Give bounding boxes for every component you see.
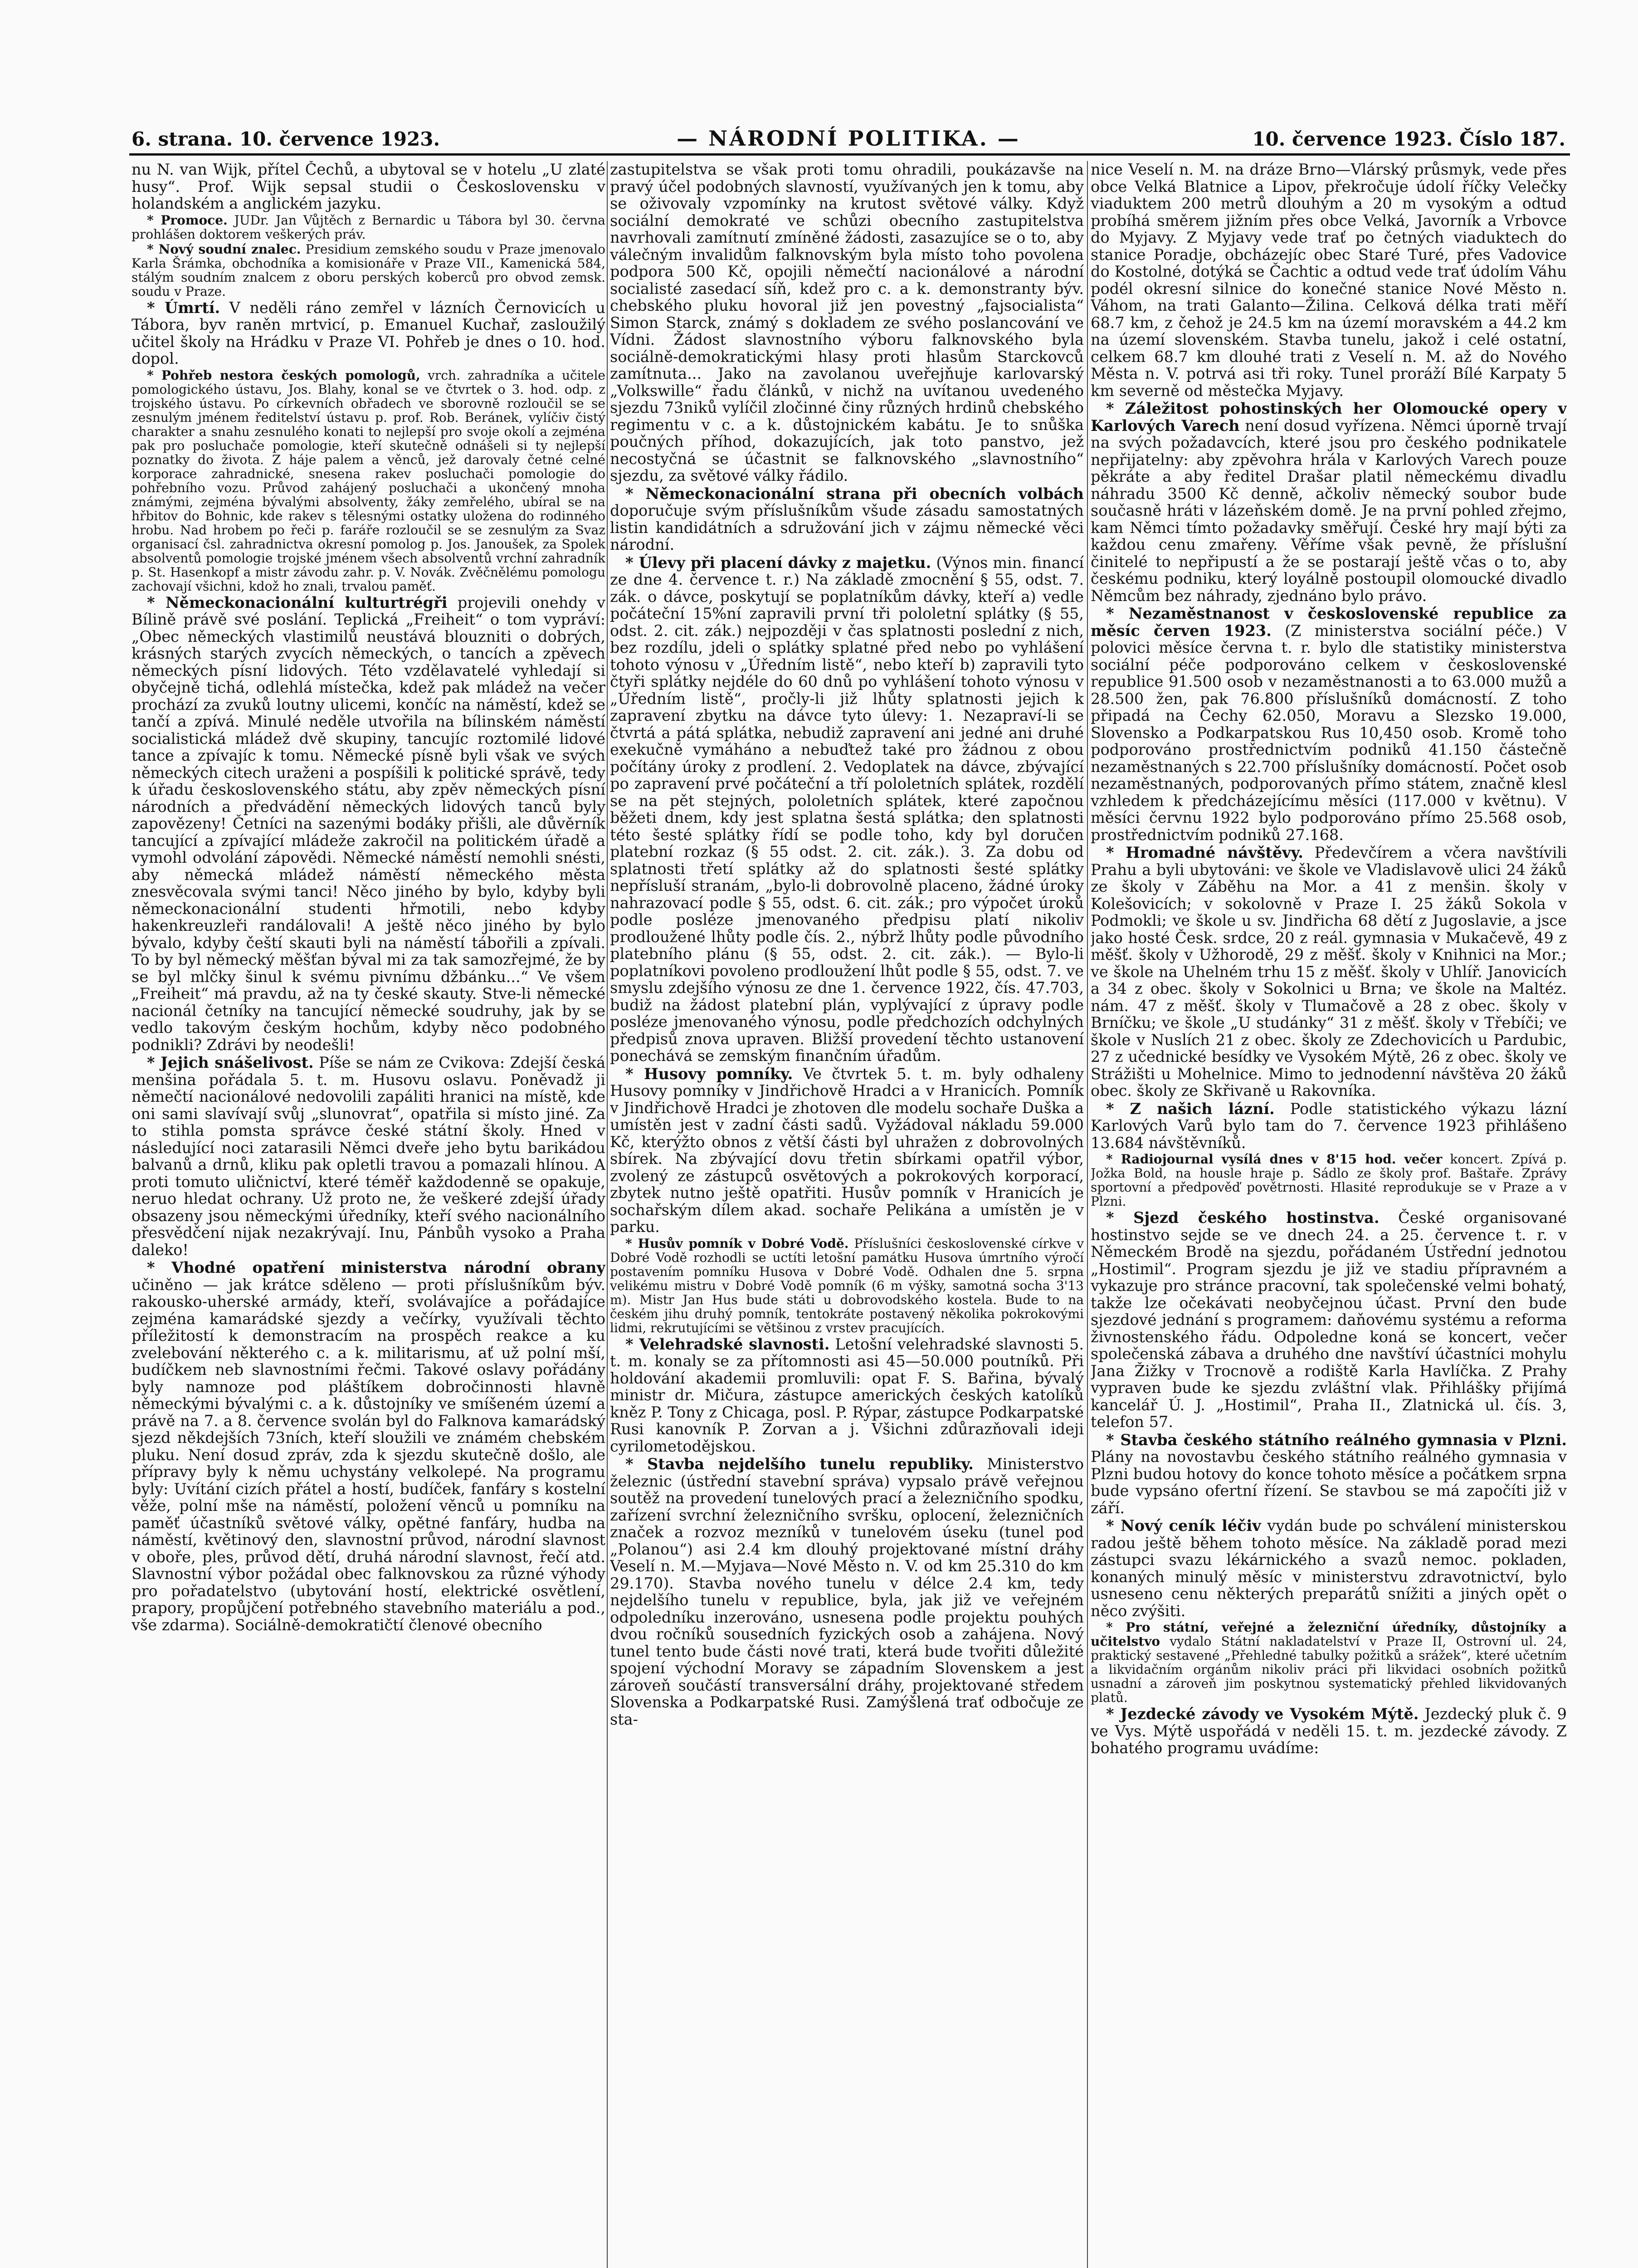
article-headline: * Pohřeb nestora českých pomologů, (147, 367, 420, 383)
article-paragraph (132, 368, 605, 593)
article-headline: * Jezdecké závody ve Vysokém Mýtě. (1106, 1705, 1419, 1723)
article-text: Jezdecký pluk č. 9 ve Vys. Mýtě uspořádá v neděli 15. t. m. jezdecké závody. Z bohatého programu uvádíme: (1091, 1705, 1567, 1757)
article-paragraph (132, 161, 605, 212)
article-headline: * Úlevy při placení dávky z majetku. (625, 553, 931, 572)
article-paragraph (610, 1066, 1084, 1236)
article-headline: * Stavba nejdelšího tunelu republiky. (625, 1455, 974, 1473)
article-paragraph (132, 594, 605, 1054)
header-rule (129, 153, 1570, 156)
article-paragraph (610, 1456, 1084, 1728)
article-paragraph (132, 213, 605, 241)
article-paragraph (610, 485, 1084, 553)
header-page-date: 6. strana. 10. července 1923. (132, 128, 440, 150)
article-paragraph (610, 1336, 1084, 1455)
column-1 (132, 161, 605, 2268)
article-headline: * Z našich lázní. (1106, 1100, 1275, 1118)
article-paragraph (1091, 1100, 1567, 1152)
article-paragraph (610, 554, 1084, 1065)
article-headline: * Nový ceník léčiv (1106, 1517, 1261, 1535)
article-headline: * Husovy pomníky. (625, 1065, 793, 1083)
article-paragraph (610, 1237, 1084, 1335)
article-headline: * Stavba českého státního reálného gymnasia v Plzni. (1106, 1431, 1567, 1449)
article-text: Příslušníci československé církve v Dobré Vodě rozhodli se uctíti letošní památku Husova úmrtního výročí postavením pomníku Husova v Dobré Vodě. Odhalen dne 5. srpna velikému mistru v Dobré Vodě pomník (6 m výšky, samotná socha 3'13 m). Mistr Jan Hus bude státi u dobrovodského kostela. Bude to na českém jihu druhý pomník, tentokráte postavený několika pokrokovými lidmi, rekrutujícími se většinou z vrstev pracujících. (610, 1236, 1084, 1335)
article-text: (Z ministerstva sociální péče.) V polovici měsíce června t. r. bylo dle statistiky ministerstva sociální péče podporováno celkem v československé republice 91.500 osob v nezaměstnanosti a to 63.000 mužů a 28.500 žen, pak 76.800 příslušníků domácností. Z toho připadá na Čechy 62.050, Moravu a Slezsko 19.000, Slovensko a Podkarpatskou Rus 10,450 osob. Kromě toho podporováno prostřednictvím podniků 41.150 částečně nezaměstnaných s 22.700 příslušníky domácností. Počet osob nezaměstnaných, podporovaných přímo státem, značně klesl vzhledem k předcházejícímu měsíci (117.000 v květnu). V měsíci červnu 1922 bylo podporováno přímo 25.568 osob, prostřednictvím podniků 27.168. (1091, 621, 1567, 844)
page-header (132, 128, 1565, 155)
article-paragraph (1091, 1706, 1567, 1757)
article-text: projevili onehdy v Bílině právě své poslání. Teplická „Freiheit“ o tom vypráví: „Obec německých vlastimilů neustává blouzniti o dobrých, krásných starých zvycích německých, o tancích a zpěvech německých písní lidových. Této vzdělavatelé vyhledají si obyčejně tichá, odlehlá místečka, kdež pak mládež na večer prochází za zvuků loutny ulicemi, končíc na náměstí, kdež se tančí a zpívá. Minulé neděle utvořila na bílinském náměstí socialistická mládež dvě skupiny, tancujíc roztomilé lidové tance a zpívajíc k tomu. Německé písně byli však ve svých německých citech uraženi a pospíšili k politické správě, tedy k úřadu československého státu, aby zpěv německých písní národních a předvádění německých lidových tanců byly zapovězeny! Četníci na sazenými bodáky přišli, ale důvěrník tancující a zpívající mládeže zakročil na politickém úřadě a vymohl odvolání zápovědi. Německé náměstí nemohli snésti, aby německá mládež náměstí německého města znesvěcovala svými tanci! Něco jiného by bylo, kdyby byli německonacionální studenti hřmotili, nebo kdyby hakenkreuzleři randálovali! A ještě něco jiného by bylo bývalo, kdyby čeští skauti byli na náměstí tábořili a zpívali. To by byl německý měšťan býval mi za tak samozřejmé, že by se byl mlčky šinul k svému pivnímu džbánku...“ Ve všem „Freiheit“ má pravdu, až na ty české skauty. Stve-li německé nacionál četníky na tancující německé soudruhy, jak by se vedlo takovým českým hochům, kdyby něco podobného podnikli? Zdrávi by neodešli! (132, 593, 605, 1054)
article-text: doporučuje svým příslušníkům všude zásadu samostatných listin kandidátních a sdružování jich v zájmu německé věci národní. (610, 502, 1084, 553)
article-headline: * Nezaměstnanost v československé republice za měsíc červen 1923. (1091, 605, 1567, 640)
article-headline: * Hromadné návštěvy. (1106, 844, 1303, 861)
article-headline: * Vhodné opatření ministerstva národní obrany (147, 1259, 605, 1276)
article-text: Plány na novostavbu českého státního reálného gymnasia v Plzni budou hotovy do konce tohoto měsíce a počátkem srpna bude vypsáno ofertní řízení. Se stavbou se má započíti již v září. (1091, 1448, 1567, 1517)
article-headline: * Pro státní, veřejné a železniční úředníky, důstojníky a učitelstvo (1091, 1620, 1567, 1649)
article-paragraph (1091, 605, 1567, 843)
article-text: Podle statistického výkazu lázní Karlových Varů bylo tam do 7. července 1923 přihlášeno 13.684 návštěvníků. (1091, 1100, 1567, 1152)
article-text: zastupitelstva se však proti tomu ohradili, poukázavše na pravý účel podobných slavností, využívaných jen k tomu, aby se oživovaly vzpomínky na krutost světové války. Když sociální demokraté ve schůzi obecního zastupitelstva navrhovali zamítnutí zmíněné žádosti, zasazujíce se o to, aby válečným invalidům falknovským byla místo toho povolena podpora 500 Kč, opojili němečtí nacionálové a národní socialisté zasedací síň, kdež pro c. a k. demonstranty býv. chebského pluku hovoral již jen povestný „fajsocialista“ Simon Starck, známý s dokladem ze svého poslancování ve Vídni. Žádost slavnostního výboru falknovského byla sociálně-demokratickými hlasy proti hlasům Starckovců zamítnuta... Jako na zavolanou uveřejňuje karlovarský „Volkswille“ řadu článků, v nichž na uvítanou uvedeného sjezdu 73niků vylíčil zločinné činy různých hrdinů chebského regimentu v c. a k. důstojnickém kabátu. Je to snůška poučných příhod, dokazujících, jak toto panstvo, jež necostyčná se účastnit se falknovského „slavnostního“ sjezdu, za světové války řádilo. (610, 161, 1084, 484)
article-headline: * Německonacionální strana při obecních volbách (625, 484, 1084, 503)
masthead-title: — NÁRODNÍ POLITIKA. — (677, 126, 1020, 151)
article-text: Píše se nám ze Cvikova: Zdejší česká menšina pořádala 5. t. m. Husovu oslavu. Poněvadž ji němečtí nacionálové nedovolili zapáliti hranici na místě, kde oni sami slavívají svůj „slunovrat“, opatřila si místo jiné. Za to stihla pomsta správce české státní školy. Hned v následující noci zatarasili Němci dveře jeho bytu barikádou balvanů a drnů, kliku pak opletli travou a pomazali hlínou. A proti tomuto uličnictví, které téměř každodenně se opakuje, neruo hledat ochrany. Už proto ne, že veškeré zdejší úřady obsazeny jsou německými úředníky, kteří svého nacionálního přesvědčení nijak nezakrývají. Inu, Pánbůh vysoko a Praha daleko! (132, 1054, 605, 1259)
article-text: Letošní velehradské slavnosti 5. t. m. konaly se za přítomnosti asi 45—50.000 poutníků. Při holdování akademii promluvili: opat F. S. Bařina, bývalý ministr dr. Mičura, zástupce amerických českých katolíků kněz P. Tony z Chicaga, posl. P. Rýpar, zástupce Podkarpatské Rusi kanovník P. Zorvan a j. Všichni zdůrazňovali ideji cyrilometodějskou. (610, 1335, 1084, 1455)
article-headline: * Sjezd českého hostinstva. (1106, 1209, 1380, 1227)
article-headline: * Velehradské slavnosti. (625, 1335, 830, 1353)
article-paragraph (132, 299, 605, 367)
article-paragraph (132, 1054, 605, 1258)
article-headline: * Promoce. (147, 212, 228, 228)
column-3 (1091, 161, 1567, 2268)
article-paragraph (1091, 1517, 1567, 1619)
article-text: vydalo Státní nakladatelství v Praze II, Ostrovní ul. 24, praktický sestavené „Přehledné tabulky požitků a srážek“, které učetním a likvidačním orgánům nikoliv práci při likvidaci osobních požitků usnadní a zároveň jim poskytnou systematický přehled likvidovaných platů. (1091, 1634, 1567, 1705)
article-text: (Výnos min. financí ze dne 4. července t. r.) Na základě zmocnění § 55, odst. 7. zák. o dávce, poskytují se poplatníkům dávky, kteří a) vedle počáteční 15%ní zapravili první tři pololetní splátky (§ 55, odst. 2. cit. zák.) nejpozději v čas splatnosti poslední z nich, bez rozdílu, jdeli o splátky splatné před nebo po vyhlášení tohoto výnosu v „Úředním listě“, nebo kteří b) zapravili tyto čtyři splátky nejdéle do 60 dnů po vyhlášení tohoto výnosu v „Úředním listě“, pročly-li již lhůty splatnosti jejich k zapravení zbytku na dávce tyto úlevy: 1. Nezapraví-li se čtvrtá a pátá splátka, nebudiž zapravení ani jedné ani druhé exekučně vymáháno a nebuďtež také pro žádnou z obou počítány úroky z prodlení. 2. Vedoplatek na dávce, zbývající po zapravení prvé počáteční a tří pololetních splátek, rozdělí se na pět stejných, pololetních splátek, které započnou běžeti dnem, kdy jest splatna šestá splátka; den splatnosti této šesté splátky řídí se podle toho, kdy byl doručen platební rozkaz (§ 55 odst. 2. cit. zák.). 3. Za dobu od splatnosti třetí splátky až do splatnosti šesté splátky nepřísluší stranám, „bylo-li dobrovolně placeno, žádné úroky nahrazovací podle § 55, odst. 6. cit. zák.; pro výpočet úroků podle posléze jmenovaného předpisu platí nikoliv prodloužené lhůty podle čís. 2., nýbrž lhůty podle původního platebního plánu (§ 55, odst. 2. cit. zák.). — Bylo-li poplatníkovi povoleno prodloužení lhůt podle § 55, odst. 7. ve smyslu zdejšího výnosu ze dne 1. července 1922, čís. 47.703, budiž na žádost platební plán, vyplývající z úpravy podle posléze jmenovaného výnosu, podle předchozích odchylných předpisů znova upraven. Bližší provedení těchto ustanovení ponechává se zemským finančním úřadům. (610, 553, 1084, 1065)
column-divider (1087, 161, 1088, 2268)
article-paragraph (132, 242, 605, 298)
article-headline: * Jejich snášelivost. (147, 1054, 314, 1071)
article-text: není dosud vyřízena. Němci úporně trvají na svých požadavcích, které jsou pro českého podnikatele nepřijatelny: aby zpěvohra hrála v Karlových Varech pouze pěkráte a aby ředitel Drašar platil německému divadlu náhradu 3500 Kč denně, ačkoliv německý soubor bude současně hráti v lázeňském domě. Je na první pohled zřejmo, kam Němci tímto požadavky směřují. České hry mají býti za každou cenu zmařeny. Věříme však pevně, že příslušní činitelé to nepřipustí a že se postarají ještě včas o to, aby českému podniku, který loyálně postoupil olomoucké divadlo Němcům bez náhrady, zjednáno bylo právo. (1091, 416, 1567, 605)
article-text: V neděli ráno zemřel v lázních Černovicích u Tábora, byv raněn mrtvicí, p. Emanuel Kuchař, zasloužilý učitel školy na Hrádku v Praze VI. Pohřeb je dnes o 10. hod. dopol. (132, 298, 605, 367)
article-headline: * Nový soudní znalec. (147, 241, 301, 257)
article-text: Ve čtvrtek 5. t. m. byly odhaleny Husovy pomníky v Jindřichově Hradci a v Hranicích. Pomník v Jindřichově Hradci je zhotoven dle modelu sochaře Duška a umístěn jest v zadní části sadů. Vyžádoval nákladu 59.000 Kč, kterýžto obnos z větší části byl uhražen z dobrovolných sbírek. Na zbývající dovu třetin sbírkami opatřil výbor, zvolený ze zástupců osvětových a pokrokových korporací, zbytek nutno ještě opatřiti. Husův pomník v Hranicích je sochařským dílem akad. sochaře Pelikána a umístěn je v parku. (610, 1065, 1084, 1236)
article-headline: * Husův pomník v Dobré Vodě. (625, 1236, 849, 1251)
article-headline: * Úmrtí. (147, 298, 220, 317)
article-text: vydán bude po schválení ministerskou radou ještě během tohoto měsíce. Na základě porad mezi zástupci svazu lékárnického a svazů nemoc. pokladen, konaných minulý měsíc v ministerstvu zdravotnictví, bylo usneseno cenu některých preparátů snížiti a jiných opět o něco zvýšiti. (1091, 1517, 1567, 1620)
article-text: Ministerstvo železnic (ústřední stavební správa) vypsalo právě veřejnou soutěž na provedení tunelových prací a železničního spodku, zařízení svrchní železničního svršku, oplocení, železničních značek a rozvoz mezníků v tunelovém úseku (tunel pod „Polanou“) asi 2.4 km dlouhý projektované místní dráhy Veselí n. M.—Myjava—Nové Město n. V. od km 25.310 do km 29.170). Stavba nového tunelu v délce 2.4 km, tedy nejdelšího tunelu v republice, byla, jak již ve veřejném odpoledníku inzerováno, usnesena podle projektu pouhých dvou ročníků sousedních fyzických osob a zahájena. Nový tunel tento bude části nové trati, která bude tvořiti důležité spojení východní Moravy se západním Slovenskem a jest zároveň součástí transversální dráhy, projektované středem Slovenska a Podkarpatské Rusi. Zamýšlená trať odbočuje ze sta- (610, 1455, 1084, 1728)
article-text: vrch. zahradníka a učitele pomologického ústavu, Jos. Blahy, konal se ve čtvrtek o 3. hod. odp. z trojského ústavu. Po církevních obřadech ve sborovně rozloučil se se zesnulým jménem ředitelství ústavu p. prof. Rob. Beránek, vylíčiv čistý charakter a snahu zesnulého konati to nejlepší pro svoje okolí a zejména pak pro posluchače pomologie, kteří skutečně odnášeli si ty nejlepší poznatky do života. Z háje palem a věnců, jež darovaly četné celné korporace zahradnické, snesena rakev posluchači pomologie do pohřebního vozu. Průvod zahájený posluchači a ukončený mnoha známými, zejména bývalými absolventy, žáky zemřelého, ubíral se na hřbitov do Bohnic, kde rakev s tělesnými ostatky uložena do rodinného hrobu. Nad hrobem po řeči p. faráře rozloučil se se zesnulým za Svaz organisací čsl. zahradnictva okresní pomolog p. Jos. Janoušek, za Spolek absolventů pomologie trojské jménem všech absolventů vrchní zahradník p. St. Hasenkopf a mistr závodu zahr. p. V. Novák. Zvěčnělému pomologu zachovají všichni, kdož ho znali, trvalou paměť. (132, 367, 605, 594)
article-text: nu N. van Wijk, přítel Čechů, a ubytoval se v hotelu „U zlaté husy“. Prof. Wijk sepsal studii o Československu v holandském a anglickém jazyku. (132, 161, 605, 212)
article-headline: * Radiojournal vysílá dnes v 8'15 hod. večer (1106, 1152, 1443, 1167)
article-paragraph (610, 161, 1084, 484)
article-paragraph (1091, 161, 1567, 399)
column-2 (610, 161, 1084, 2268)
article-text: nice Veselí n. M. na dráze Brno—Vlárský průsmyk, vede přes obce Velká Blatnice a Lipov, překročuje údolí říčky Velečky viaduktem 200 metrů dlouhým a 20 m vysokým a odtud probíhá směrem jižním přes obce Velká, Javorník a Vrbovce do Myjavy. Z Myjavy vede trať po četných viaduktech do stanice Poradje, obcházejíc obec Staré Turé, přes Vadovice do Kostolné, dotýká se Čachtic a odtud vede trať údolím Váhu podél okresní silnice do konečné stanice Nové Město n. Váhom, na trati Galanto—Žilina. Celková délka trati měří 68.7 km, z čehož je 24.5 km na území moravském a 44.2 km na území slovenském. Stavba tunelu, jakož i celé ostatní, celkem 68.7 km dlouhé trati z Veselí n. M. až do Nového Města n. V. potrvá asi tři roky. Tunel proráží Bílé Karpaty 5 km severně od městečka Myjavy. (1091, 161, 1567, 400)
article-text: koncert. Zpívá p. Jožka Bold, na housle hraje p. Sádlo ze školy prof. Baštaře. Zprávy sportovní a předpověď povětrnosti. Hlasité reprodukuje se v Praze a v Plzni. (1091, 1152, 1567, 1209)
article-paragraph (1091, 1209, 1567, 1431)
article-text: České organisované hostinstvo sejde se ve dnech 24. a 25. července t. r. v Německém Brodě na sjezdu, pořádaném Ústřední jednotou „Hostimil“. Program sjezdu je již ve stadiu přípravném a vykazuje pro stránce pracovní, tak společenské velmi bohatý, takže lze očekávati neobyčejnou účast. První den bude sjezdové jednání s programem: daňovému systému a reforma živnostenského řádu. Odpoledne koná se koncert, večer společenská zábava a druhého dne navštíví účastníci mohylu Jana Žižky v Trocnově a rodiště Karla Havlíčka. Z Prahy vypraven bude ke sjezdu zvláštní vlak. Přihlášky přijímá kancelář Ú. J. „Hostimil“, Praha II., Zlatnická ul. čís. 3, telefon 57. (1091, 1209, 1567, 1431)
article-headline: * Záležitost pohostinských her Olomoucké opery v Karlových Varech (1091, 400, 1567, 435)
article-text: JUDr. Jan Vůjtěch z Bernardic u Tábora byl 30. června prohlášen doktorem veškerých práv. (132, 212, 605, 242)
header-date-issue: 10. července 1923. Číslo 187. (1252, 128, 1565, 150)
article-text: Předevčírem a včera navštívili Prahu a byli ubytováni: ve škole ve Vladislavově ulici 24 žáků ze školy v Záběhu na Mor. a 41 z menšin. školy v Kolešovicích; v sokolovně v Praze I. 25 žáků Sokola v Podmokli; ve škole u sv. Jindřicha 68 dětí z Jugoslavie, a jsce jako hosté Česk. srdce, 20 z reál. gymnasia v Mukačevě, 49 z měšť. školy v Užhorodě, 29 z měšť. školy v Knihnici na Mor.; ve škole na Uhelném trhu 15 z měšť. školy v Uhlíř. Janovicích a 34 z obec. školy v Sokolnici u Brna; ve škole na Maltéz. nám. 47 z měšť. školy v Tlumačově a 28 z obec. školy v Brníčku; ve škole „U studánky“ 31 z měšť. školy v Třebíči; ve škole v Nuslích 21 z obec. školy ze Zdechovicích u Pardubic, 27 z učednické besídky ve Vysokém Mýtě, 26 z obec. školy ve Strážišti u Mohelnice. Mimo to jednodenní návštěva 20 žáků obec. školy ze Skřivaně u Rakovníka. (1091, 844, 1567, 1100)
article-paragraph (1091, 1152, 1567, 1208)
article-paragraph (1091, 844, 1567, 1100)
article-headline: * Německonacionální kulturtrégři (147, 593, 448, 611)
article-text: učiněno — jak krátce sděleno — proti příslušníkům býv. rakousko-uherské armády, kteří, svolávajíce a pořádajíce zejména kamarádské sjezdy a večírky, využívali těchto příležitostí k demonstracím na prospěch reakce a ku zvelebování některého c. a k. militarismu, ať už polní mší, budíčkem neb slavnostními řečmi. Takové oslavy pořádány byly namnoze pod pláštíkem dobročinnosti hlavně německými bývalými c. a k. důstojníky ve smíšeném území a právě na 7. a 8. července svolán byl do Falknova kamarádský sjezd někdejších 73ních, kteří sloužili ve známém chebském pluku. Není dosud zpráv, zda k sjezdu skutečně došlo, ale přípravy byly k němu uchystány velkolepé. Na programu byly: Uvítání cizích přátel a hostí, budíček, fanfáry s kostelní věže, polní mše na náměstí, položení věnců u pomníku na paměť účastníků světové války, opětné fanfáry, hudba na náměstí, květinový den, slavnostní průvod, národní slavnost v oboře, ples, průvod dětí, druhá národní slavnost, řečí atd. Slavnostní výbor požádal obec falknovskou za různé výhody pro pořadatelstvo (ubytování hostí, elektrické osvětlení, prapory, propůjčení potřebného stavebního materiálu a pod., vše zdarma). Sociálně-demokratičtí členové obecního (132, 1276, 605, 1634)
column-divider (607, 161, 608, 2268)
article-paragraph (132, 1259, 605, 1633)
article-paragraph (1091, 400, 1567, 604)
article-paragraph (1091, 1620, 1567, 1705)
article-text: Presidium zemského soudu v Praze jmenovalo Karla Šrámka, obchodníka a komisionáře v Praze VII., Kamenická 584, stálým soudním znalcem z oboru perských koberců pro obvod zemsk. soudu v Praze. (132, 241, 605, 299)
article-paragraph (1091, 1432, 1567, 1517)
